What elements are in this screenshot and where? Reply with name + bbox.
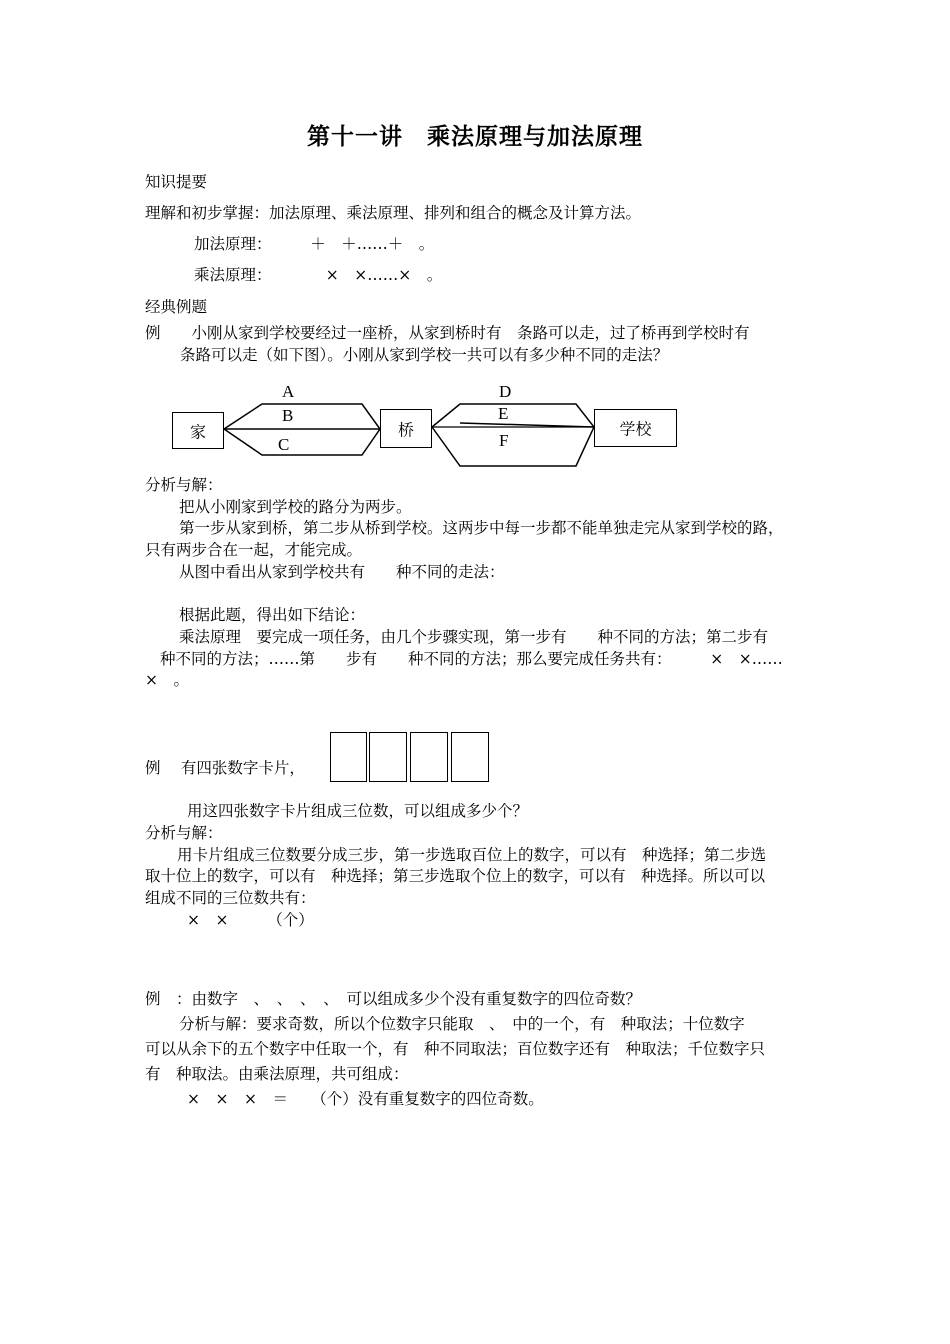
analysis1-line2: 第一步从家到桥，第二步从桥到学校。这两步中每一步都不能单独走完从家到学校的路， xyxy=(179,519,784,537)
analysis3-line2: 可以从余下的五个数字中任取一个，有 种不同取法；百位数字还有 种取法；千位数字只 xyxy=(145,1040,766,1058)
bridge-box xyxy=(380,409,432,448)
digit-card-4 xyxy=(451,732,489,782)
analysis2-line3: 组成不同的三位数共有： xyxy=(145,889,316,907)
school-box xyxy=(594,409,677,447)
analysis1-line7: 种不同的方法；……第 步有 种不同的方法；那么要完成任务共有： × ×…… xyxy=(160,650,783,668)
analysis2-line4: × × （个） xyxy=(187,911,314,929)
section-examples-heading: 经典例题 xyxy=(145,298,208,316)
analysis1-line8: × 。 xyxy=(145,671,189,689)
analysis1-line6: 乘法原理 要完成一项任务，由几个步骤实现，第一步有 种不同的方法；第二步有 xyxy=(179,628,769,646)
example1-text-line2: 条路可以走（如下图）。小刚从家到学校一共可以有多少种不同的走法？ xyxy=(180,346,669,364)
section-knowledge-heading: 知识提要 xyxy=(145,173,208,191)
example2-text: 例 有四张数字卡片， xyxy=(145,759,305,777)
analysis1-line3: 只有两步合在一起，才能完成。 xyxy=(145,541,363,559)
addition-rule: 加法原理： ＋ ＋……＋ 。 xyxy=(194,235,435,253)
analysis1-line5: 根据此题，得出如下结论： xyxy=(179,606,366,624)
example3-text: 例 ：由数字 、 、 、 、 可以组成多少个没有重复数字的四位奇数？ xyxy=(145,990,642,1008)
analysis1-heading: 分析与解： xyxy=(145,476,223,494)
bridge-label: 桥 xyxy=(397,420,414,439)
route-a-label: A xyxy=(282,382,295,401)
route-c-label: C xyxy=(278,435,290,454)
school-label: 学校 xyxy=(619,419,652,439)
digit-card-1 xyxy=(330,732,367,782)
route-d-label: D xyxy=(499,382,512,401)
analysis3-line1: 分析与解：要求奇数，所以个位数字只能取 、 中的一个，有 种取法；十位数字 xyxy=(179,1015,745,1033)
analysis2-heading: 分析与解： xyxy=(145,824,223,842)
analysis3-line3: 有 种取法。由乘法原理，共可组成： xyxy=(145,1065,409,1083)
analysis3-line4: × × × ＝ （个）没有重复数字的四位奇数。 xyxy=(187,1090,544,1108)
home-label: 家 xyxy=(189,422,206,441)
digit-card-2 xyxy=(369,732,407,782)
multiplication-rule: 乘法原理： × ×……× 。 xyxy=(194,266,443,284)
knowledge-text: 理解和初步掌握：加法原理、乘法原理、排列和组合的概念及计算方法。 xyxy=(145,204,642,222)
analysis2-line1: 用卡片组成三位数要分成三步，第一步选取百位上的数字，可以有 种选择；第二步选 xyxy=(177,846,767,864)
home-box xyxy=(172,412,224,449)
example2-question: 用这四张数字卡片组成三位数，可以组成多少个？ xyxy=(187,802,529,820)
page-title: 第十一讲 乘法原理与加法原理 xyxy=(307,124,643,150)
route-f-label: F xyxy=(499,431,509,450)
example1-text-line1: 例 小刚从家到学校要经过一座桥，从家到桥时有 条路可以走，过了桥再到学校时有 xyxy=(145,324,750,342)
analysis2-line2: 取十位上的数字，可以有 种选择；第三步选取个位上的数字，可以有 种选择。所以可以 xyxy=(145,867,766,885)
route-outline-bridge-school xyxy=(432,404,594,466)
route-e-label: E xyxy=(498,404,509,423)
analysis1-line4: 从图中看出从家到学校共有 种不同的走法： xyxy=(179,563,505,581)
digit-card-3 xyxy=(410,732,448,782)
analysis1-line1: 把从小刚家到学校的路分为两步。 xyxy=(179,498,412,516)
route-b-label: B xyxy=(282,406,294,425)
